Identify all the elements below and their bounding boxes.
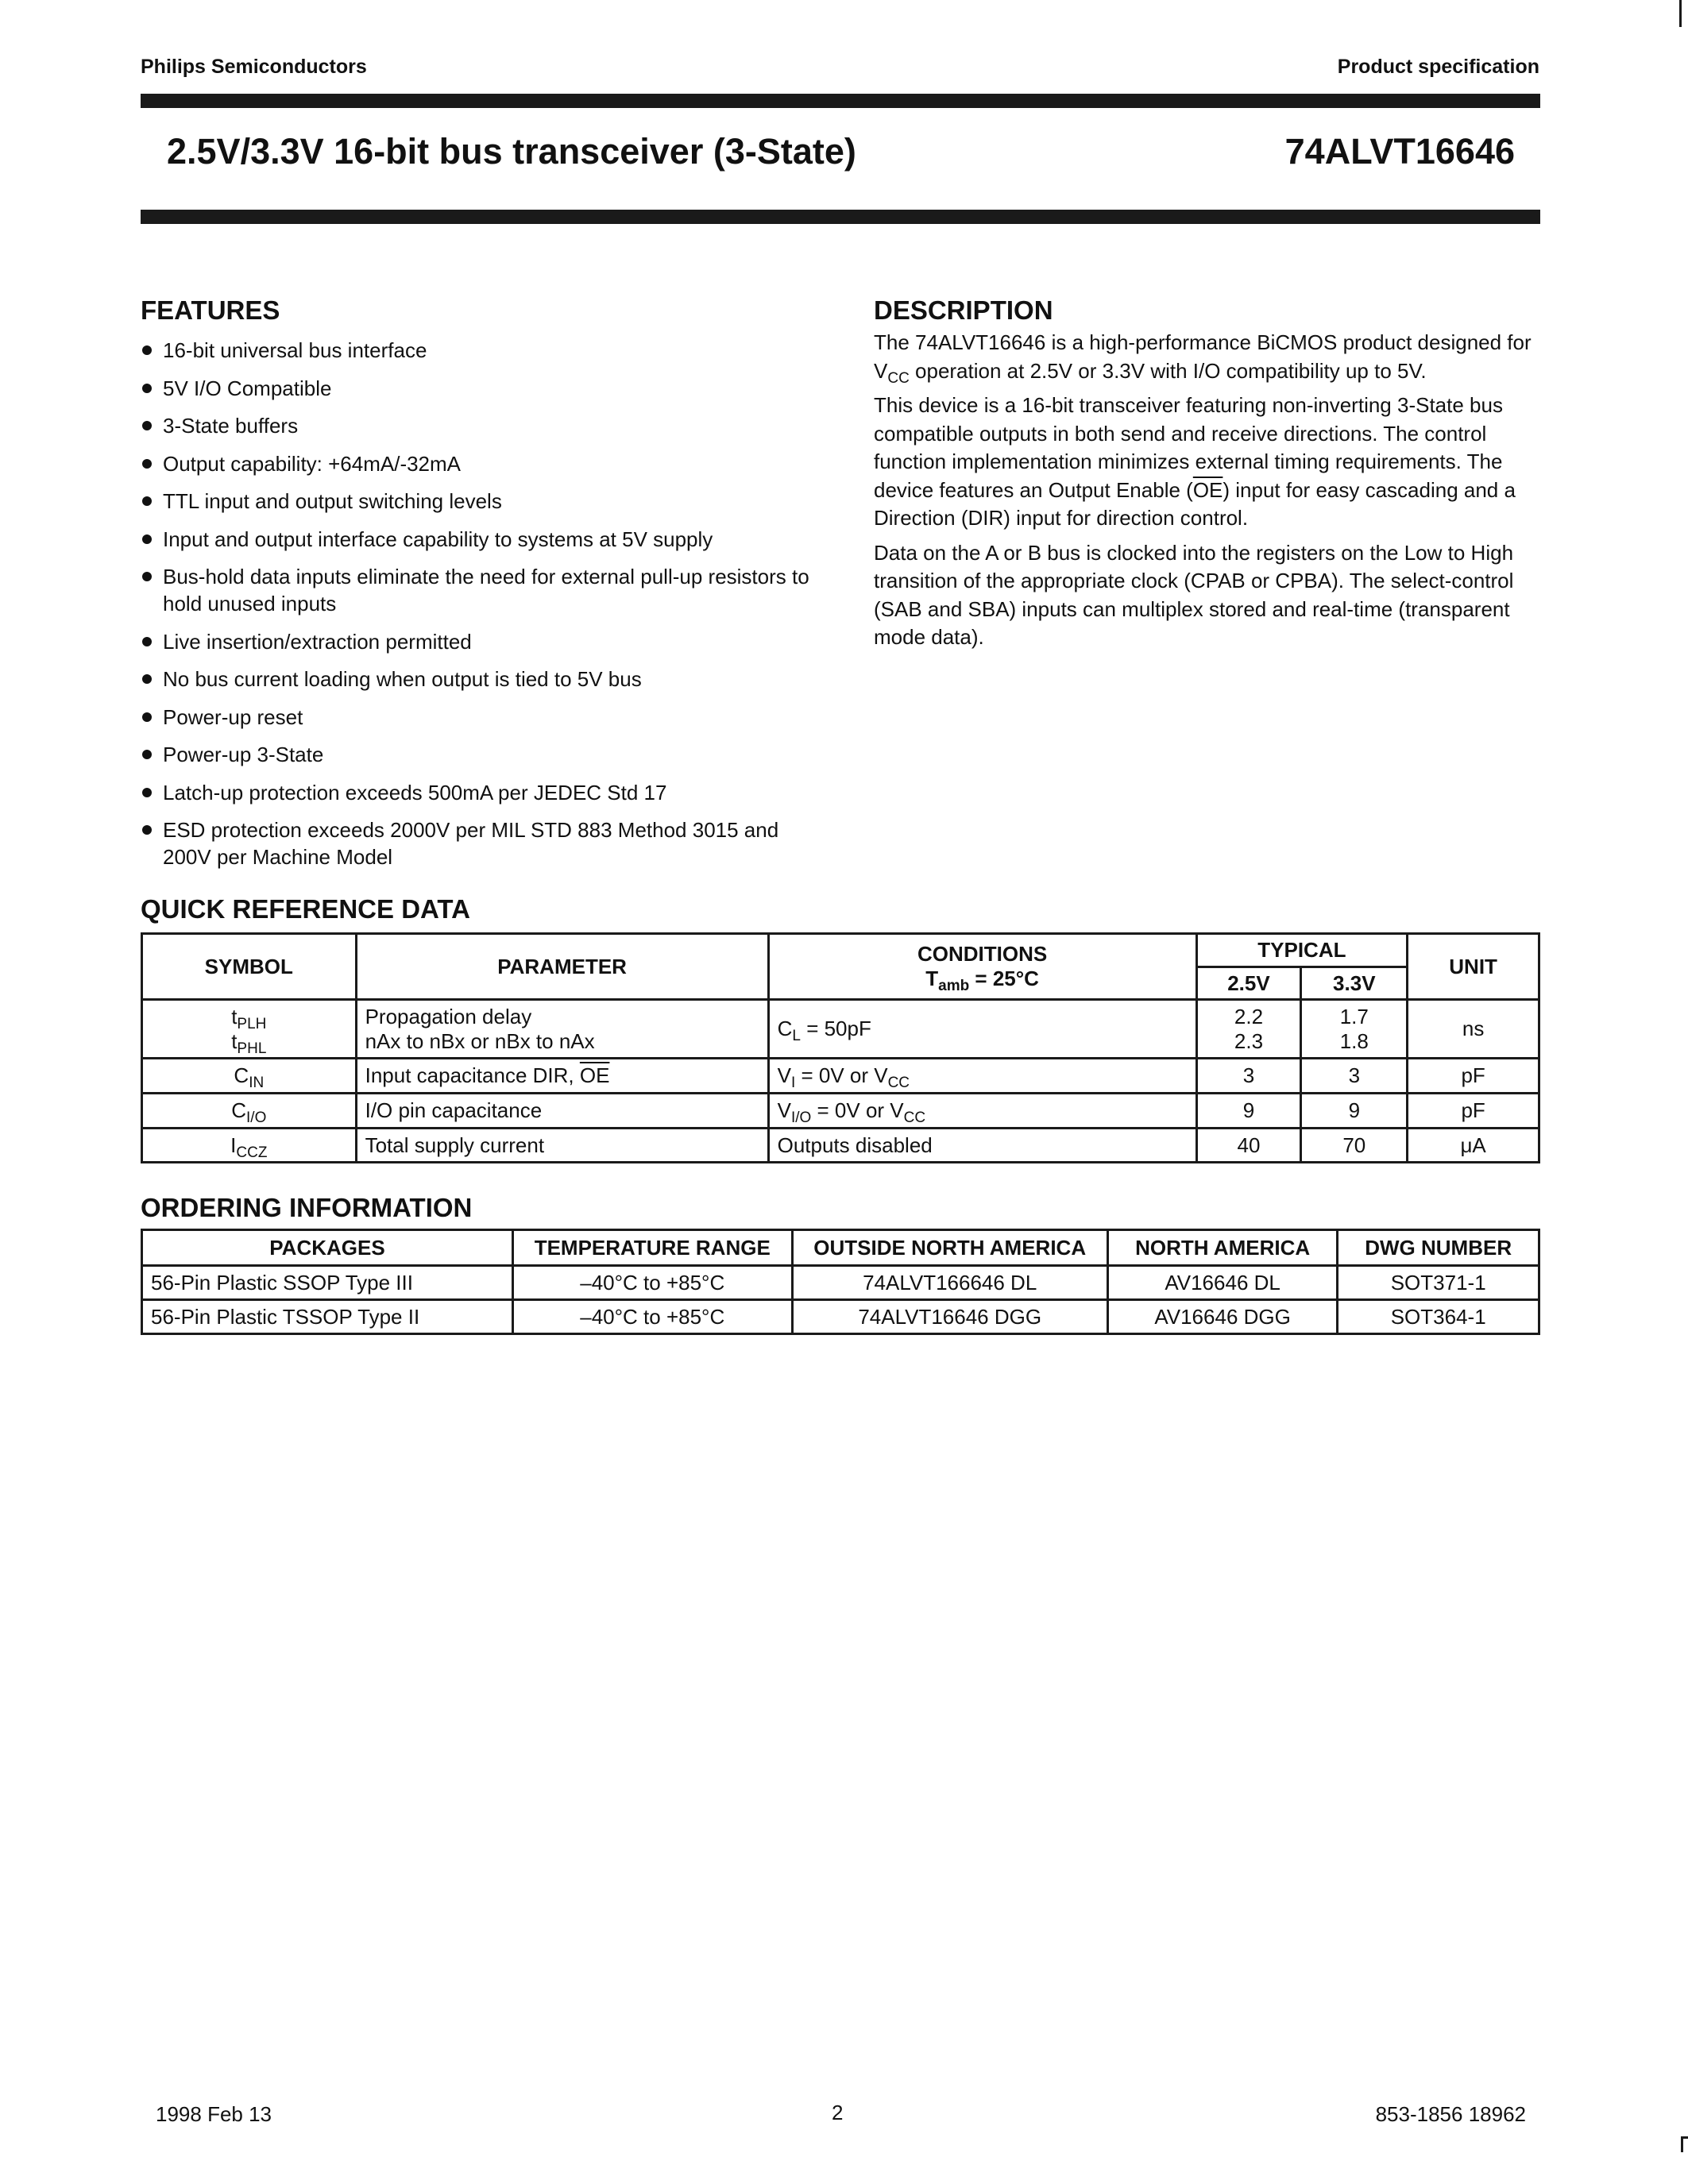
package-cell: 56-Pin Plastic SSOP Type III [142, 1266, 513, 1300]
quick-reference-heading: QUICK REFERENCE DATA [141, 894, 470, 924]
company-name: Philips Semiconductors [141, 56, 367, 78]
crop-mark [1681, 2136, 1683, 2152]
parameter-cell: Input capacitance DIR, $\overline{OE}$ [356, 1059, 768, 1094]
table-header-row [142, 1230, 1539, 1266]
unit-cell: ns [1408, 1000, 1539, 1059]
col-header-temperature: TEMPERATURE RANGE [512, 1230, 792, 1266]
table-row [142, 1300, 1539, 1334]
conditions-cell: $V_I = 0V$ or $V_{CC}$ [768, 1059, 1196, 1094]
feature-item: TTL input and output switching levels [141, 488, 856, 515]
feature-item: Input and output interface capability to systems at 5V supply [141, 526, 856, 553]
part-number: 74ALVT16646 [1284, 131, 1515, 172]
value-33v-cell: 1.7 1.8 [1301, 1000, 1408, 1059]
dwg-cell: SOT364-1 [1338, 1300, 1539, 1334]
page-title: 2.5V/3.3V 16-bit bus transceiver (3-State) [167, 131, 856, 172]
document-type: Product specification [1337, 56, 1539, 78]
value-33v-cell: 9 [1301, 1094, 1408, 1129]
package-cell: 56-Pin Plastic TSSOP Type II [142, 1300, 513, 1334]
description-paragraph: The 74ALVT16646 is a high-performance BiCMOS product designed for $V_{CC}$ operation at 2.5V or 3.3V with I/O compatibility up to 5V. [874, 330, 1532, 387]
col-header-parameter: PARAMETER [356, 934, 768, 1000]
col-header-typical: TYPICAL [1196, 934, 1408, 967]
feature-item: Latch-up protection exceeds 500mA per JEDEC Std 17 [141, 779, 856, 806]
temperature-cell: –40°C to +85°C [512, 1300, 792, 1334]
feature-item: No bus current loading when output is tied to 5V bus [141, 666, 856, 693]
feature-item: 3-State buffers [141, 412, 856, 439]
value-33v-cell: 3 [1301, 1059, 1408, 1094]
feature-item: 5V I/O Compatible [141, 375, 856, 402]
feature-item: 16-bit universal bus interface [141, 337, 856, 364]
quick-reference-table [141, 932, 1540, 1163]
value-25v-cell: 3 [1196, 1059, 1301, 1094]
header-rule-top [141, 94, 1540, 108]
table-row [142, 1129, 1539, 1163]
table-row [142, 1059, 1539, 1094]
conditions-cell: Outputs disabled [768, 1129, 1196, 1163]
unit-cell: μA [1408, 1129, 1539, 1163]
col-header-33v: 3.3V [1301, 967, 1408, 1000]
col-header-symbol: SYMBOL [142, 934, 357, 1000]
conditions-cell: $C_L = 50pF$ [768, 1000, 1196, 1059]
feature-item: Power-up reset [141, 704, 856, 731]
features-heading: FEATURES [141, 295, 280, 325]
outside-na-cell: 74ALVT16646 DGG [792, 1300, 1107, 1334]
table-row [142, 1094, 1539, 1129]
north-america-cell: AV16646 DGG [1107, 1300, 1338, 1334]
symbol-cell: $I_{CCZ}$ [142, 1129, 357, 1163]
col-header-conditions: CONDITIONS $T_{amb} = 25^\circ C$ [768, 934, 1196, 1000]
feature-item: ESD protection exceeds 2000V per MIL STD 883 Method 3015 and 200V per Machine Model [141, 816, 798, 870]
symbol-cell: $C_{I/O}$ [142, 1094, 357, 1129]
dwg-cell: SOT371-1 [1338, 1266, 1539, 1300]
unit-cell: pF [1408, 1094, 1539, 1129]
description-paragraph: Data on the A or B bus is clocked into the registers on the Low to High transition of the appropriate clock (CPAB or CPBA). The select-control (SAB and SBA) inputs can multiplex stored and real-time (transparent mode data). [874, 540, 1514, 649]
outside-na-cell: 74ALVT166646 DL [792, 1266, 1107, 1300]
table-row [142, 1000, 1539, 1059]
feature-item: Output capability: +64mA/-32mA [141, 450, 856, 477]
unit-cell: pF [1408, 1059, 1539, 1094]
col-header-north-america: NORTH AMERICA [1107, 1230, 1338, 1266]
north-america-cell: AV16646 DL [1107, 1266, 1338, 1300]
symbol-cell: $t_{PLH}$ $t_{PHL}$ [142, 1000, 357, 1059]
value-25v-cell: 40 [1196, 1129, 1301, 1163]
feature-item: Live insertion/extraction permitted [141, 628, 856, 655]
symbol-cell: $C_{IN}$ [142, 1059, 357, 1094]
scan-edge-mark [1679, 0, 1682, 27]
footer-date: 1998 Feb 13 [156, 2102, 272, 2126]
features-list [141, 337, 856, 882]
footer-code: 853-1856 18962 [1375, 2102, 1526, 2126]
table-row [142, 1266, 1539, 1300]
value-25v-cell: 9 [1196, 1094, 1301, 1129]
table-header-row [142, 934, 1539, 967]
parameter-cell: Propagation delay nAx to nBx or nBx to nAx [356, 1000, 768, 1059]
description-paragraph: This device is a 16-bit transceiver featuring non-inverting 3-State bus compatible outputs in both send and receive directions. The control function implementation minimizes external timing requirements. The device features an Output Enable $(\overline{OE})$ input for easy cascading and a Direction (DIR) input for direction control. [874, 393, 1516, 530]
feature-item: Power-up 3-State [141, 741, 856, 768]
parameter-cell: Total supply current [356, 1129, 768, 1163]
description-heading: DESCRIPTION [874, 295, 1053, 325]
value-25v-cell: 2.2 2.3 [1196, 1000, 1301, 1059]
col-header-unit: UNIT [1408, 934, 1539, 1000]
description-body [874, 329, 1541, 658]
conditions-cell: $V_{I/O} = 0V$ or $V_{CC}$ [768, 1094, 1196, 1129]
col-header-25v: 2.5V [1196, 967, 1301, 1000]
temperature-cell: –40°C to +85°C [512, 1266, 792, 1300]
col-header-packages: PACKAGES [142, 1230, 513, 1266]
col-header-outside-na: OUTSIDE NORTH AMERICA [792, 1230, 1107, 1266]
ordering-table [141, 1229, 1540, 1335]
col-header-dwg: DWG NUMBER [1338, 1230, 1539, 1266]
page-number: 2 [832, 2101, 844, 2124]
value-33v-cell: 70 [1301, 1129, 1408, 1163]
ordering-heading: ORDERING INFORMATION [141, 1193, 473, 1222]
parameter-cell: I/O pin capacitance [356, 1094, 768, 1129]
feature-item: Bus-hold data inputs eliminate the need for external pull-up resistors to hold unused inputs [141, 563, 814, 617]
header-rule-bottom [141, 210, 1540, 224]
